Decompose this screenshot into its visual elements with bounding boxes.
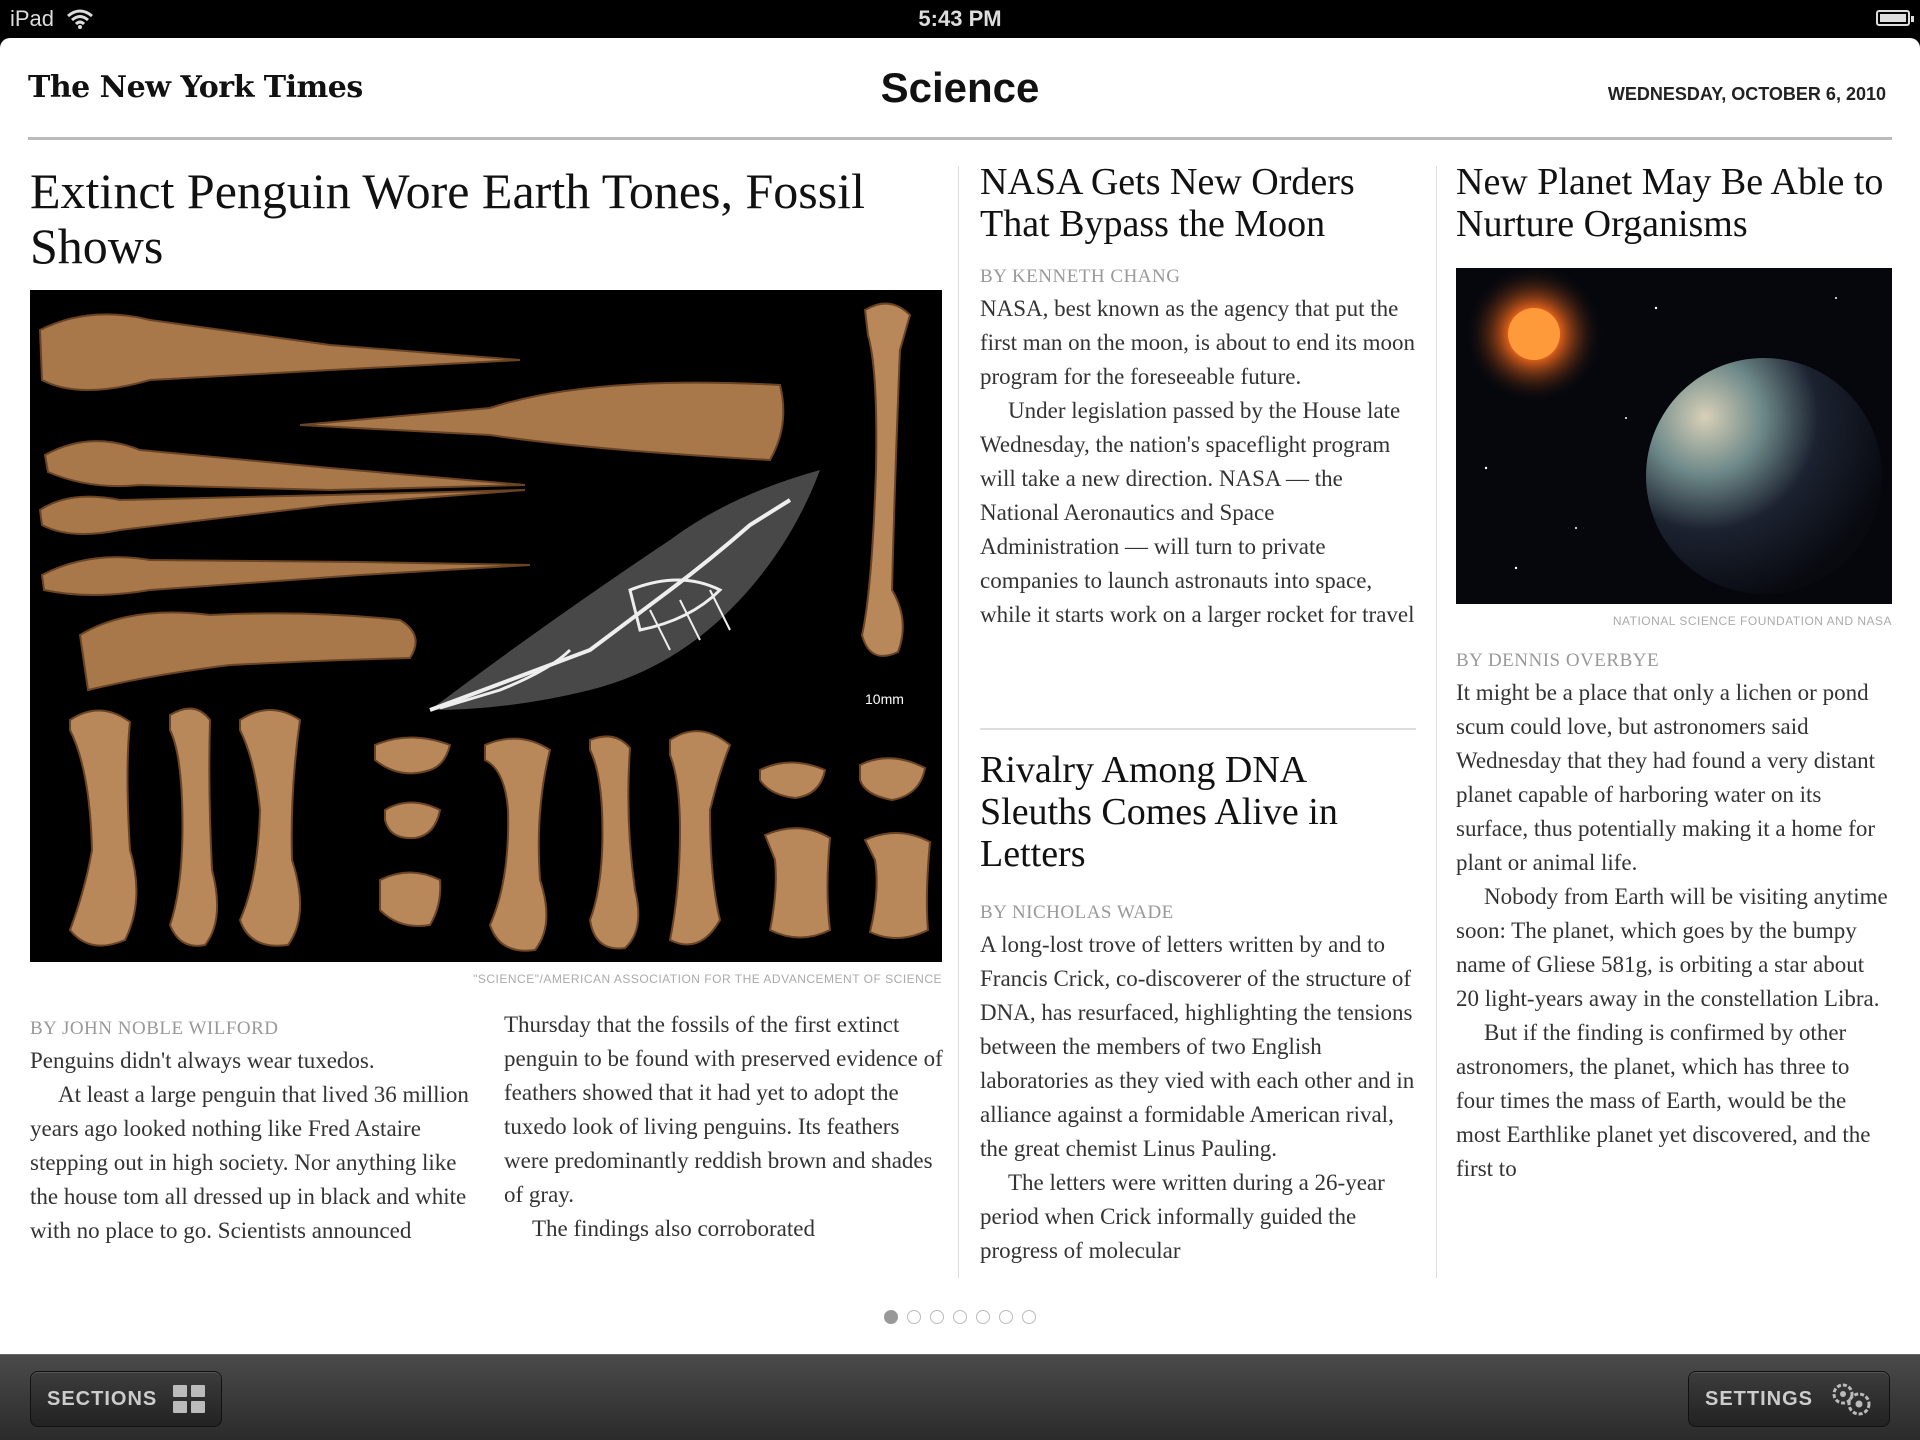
sections-button[interactable] — [30, 1371, 222, 1427]
penguin-fossil-photo[interactable] — [30, 290, 942, 962]
paragraph: A long-lost trove of letters written by and to Francis Crick, co-discoverer of the structure of DNA, has resurfaced, highlighting the tensions between the members of two English laboratories as they vied with each other and in alliance against a formidable American rival, the great chemist Linus Pauling. — [980, 932, 1415, 1161]
newspaper-page — [0, 38, 1920, 1354]
status-bar — [0, 0, 1920, 38]
page-dot[interactable] — [953, 1310, 967, 1324]
planet-story-body[interactable] — [1456, 676, 1892, 1186]
main-story-headline[interactable]: Extinct Penguin Wore Earth Tones, Fossil Shows — [30, 163, 866, 274]
penguin-skeleton-silhouette — [430, 470, 820, 710]
page-indicator[interactable] — [0, 1310, 1920, 1324]
paragraph: At least a large penguin that lived 36 million years ago looked nothing like Fred Astaire stepping out in high society. Nor anything like the house tom all dressed up in black and white with no place to go. Scientists announced — [30, 1082, 469, 1243]
nasa-story-headline[interactable]: NASA Gets New Orders That Bypass the Moon — [980, 161, 1355, 245]
nyt-logo[interactable]: The New York Times — [28, 70, 363, 105]
paragraph: Penguins didn't always wear tuxedos. — [30, 1048, 375, 1073]
device-name: iPad — [10, 6, 55, 31]
planet-illustration — [1456, 268, 1892, 604]
dna-story-body[interactable] — [980, 928, 1416, 1268]
main-story-body-col1[interactable] — [30, 1044, 470, 1248]
bottom-toolbar — [0, 1354, 1920, 1440]
battery-icon — [1876, 10, 1910, 26]
planet-story-byline: BY DENNIS OVERBYE — [1456, 650, 1660, 671]
page-dot[interactable] — [930, 1310, 944, 1324]
page-dot[interactable] — [999, 1310, 1013, 1324]
dna-story-headline[interactable]: Rivalry Among DNA Sleuths Comes Alive in Letters — [980, 749, 1338, 875]
paragraph: Under legislation passed by the House late Wednesday, the nation's spaceflight program will take a new direction. NASA — the National Aeronautics and Space Administration — will turn to private companies to launch astronauts into space, while it starts work on a larger rocket for travel — [980, 398, 1415, 627]
sections-label: SECTIONS — [47, 1387, 158, 1410]
fossil-bones-illustration — [30, 290, 942, 962]
page-dot[interactable] — [907, 1310, 921, 1324]
nasa-story-body[interactable] — [980, 292, 1416, 632]
settings-gears-icon — [1829, 1380, 1873, 1418]
planet-photo-credit: NATIONAL SCIENCE FOUNDATION AND NASA — [1612, 614, 1892, 628]
column-divider — [958, 166, 959, 1278]
masthead — [28, 38, 1892, 140]
status-time: 5:43 PM — [918, 6, 1002, 31]
settings-button[interactable] — [1688, 1371, 1890, 1427]
paragraph: Thursday that the fossils of the first extinct penguin to be found with preserved evidence of feathers showed that it had yet to adopt the tuxedo look of living penguins. Its feathers were predominantly reddish brown and shades of gray. — [504, 1012, 943, 1207]
column-divider — [1436, 166, 1437, 1278]
nasa-story-byline: BY KENNETH CHANG — [980, 266, 1181, 287]
paragraph: The letters were written during a 26-year period when Crick informally guided the progress of molecular — [980, 1170, 1385, 1263]
planet-photo[interactable] — [1456, 268, 1892, 604]
page-dot[interactable] — [1022, 1310, 1036, 1324]
scale-label: 10mm — [865, 691, 904, 707]
main-photo-credit: "SCIENCE"/AMERICAN ASSOCIATION FOR THE ADVANCEMENT OF SCIENCE — [473, 972, 942, 986]
page-dot[interactable] — [884, 1310, 898, 1324]
paragraph: It might be a place that only a lichen or pond scum could love, but astronomers said Wednesday that they had found a very distant planet capable of harboring water on its surface, thus potentially making it a home for plant or animal life. — [1456, 680, 1876, 875]
planet-story-headline[interactable]: New Planet May Be Able to Nurture Organisms — [1456, 161, 1884, 245]
settings-label: SETTINGS — [1704, 1387, 1813, 1410]
paragraph: Nobody from Earth will be visiting anytime soon: The planet, which goes by the bumpy name of Gliese 581g, is orbiting a star about 20 light-years away in the constellation Libra. — [1456, 884, 1888, 1011]
dna-story-byline: BY NICHOLAS WADE — [980, 902, 1174, 923]
paragraph: NASA, best known as the agency that put the first man on the moon, is about to end its moon program for the foreseeable future. — [980, 296, 1416, 389]
issue-date: WEDNESDAY, OCTOBER 6, 2010 — [1607, 84, 1886, 104]
paragraph: But if the finding is confirmed by other astronomers, the planet, which has three to four times the mass of Earth, would be the most Earthlike planet yet discovered, and the first to — [1456, 1020, 1871, 1181]
section-title: Science — [880, 64, 1040, 111]
sections-grid-icon — [173, 1385, 205, 1413]
main-story-body-col2[interactable] — [504, 1008, 944, 1246]
paragraph: The findings also corroborated — [532, 1216, 815, 1241]
story-divider — [980, 728, 1416, 730]
page-dot[interactable] — [976, 1310, 990, 1324]
main-story-byline: BY JOHN NOBLE WILFORD — [30, 1018, 279, 1039]
